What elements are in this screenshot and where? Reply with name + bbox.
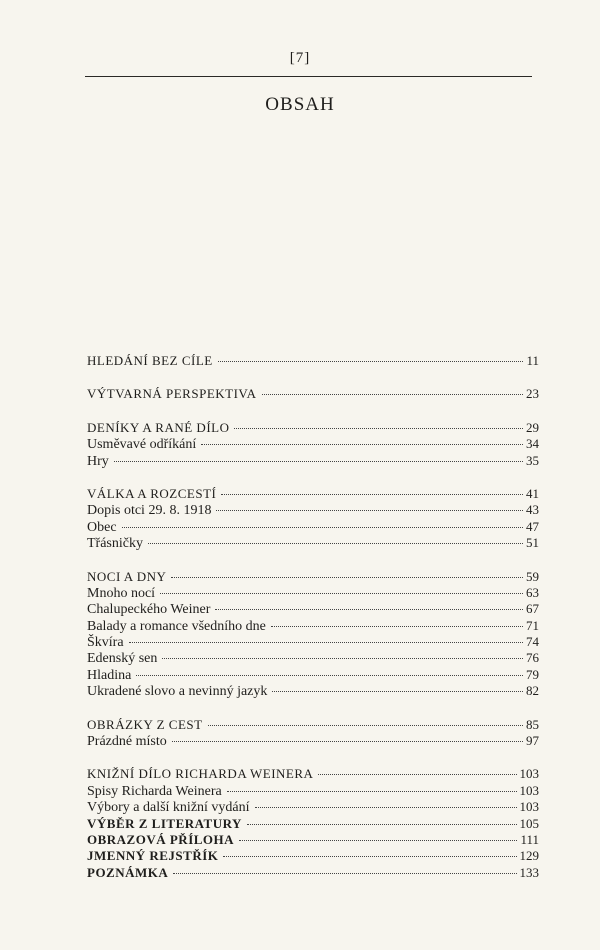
toc-page-number: 85	[526, 716, 539, 732]
toc-page-number: 133	[519, 864, 539, 880]
toc-page-number: 103	[519, 766, 539, 782]
dot-leader	[247, 824, 517, 825]
toc-subentry	[87, 502, 539, 518]
toc-page-number: 67	[526, 601, 539, 617]
toc-page-number: 111	[520, 831, 539, 847]
toc-chapter-entry	[87, 353, 539, 369]
toc-subentry	[87, 436, 539, 452]
toc-page-number: 63	[526, 584, 539, 600]
dot-leader	[162, 658, 523, 659]
toc-page-number: 35	[526, 452, 539, 468]
toc-chapter-entry	[87, 865, 539, 881]
toc-page-number: 47	[526, 518, 539, 534]
toc-entry-title: POZNÁMKA	[87, 864, 169, 880]
toc-entry-title: Edenský sen	[87, 651, 158, 667]
table-of-contents	[87, 353, 539, 881]
dot-leader	[136, 675, 523, 676]
dot-leader	[239, 840, 517, 841]
dot-leader	[201, 444, 523, 445]
dot-leader	[234, 428, 523, 429]
dot-leader	[173, 873, 516, 874]
dot-leader	[129, 642, 523, 643]
toc-page-number: 29	[526, 419, 539, 435]
toc-entry-title: Škvíra	[87, 635, 124, 651]
dot-leader	[215, 609, 523, 610]
toc-spacer	[87, 700, 539, 717]
dot-leader	[216, 510, 523, 511]
dot-leader	[272, 691, 523, 692]
dot-leader	[271, 626, 523, 627]
dot-leader	[221, 494, 523, 495]
dot-leader	[171, 577, 523, 578]
toc-entry-title: Chalupeckého Weiner	[87, 602, 211, 618]
toc-chapter-entry	[87, 420, 539, 436]
toc-entry-title: OBRAZOVÁ PŘÍLOHA	[87, 831, 235, 847]
toc-page-number: 103	[519, 799, 539, 815]
toc-subentry	[87, 650, 539, 666]
toc-page-number: 105	[519, 815, 539, 831]
toc-entry-title: Hladina	[87, 667, 132, 683]
toc-page-number: 129	[519, 848, 539, 864]
dot-leader	[218, 361, 524, 362]
toc-entry-title: VÁLKA A ROZCESTÍ	[87, 485, 217, 501]
toc-chapter-entry	[87, 832, 539, 848]
toc-chapter-entry	[87, 569, 539, 585]
dot-leader	[255, 807, 517, 808]
toc-spacer	[87, 749, 539, 766]
toc-entry-title: VÝBĚR Z LITERATURY	[87, 815, 242, 831]
toc-chapter-entry	[87, 848, 539, 864]
toc-subentry	[87, 667, 539, 683]
toc-entry-title: HLEDÁNÍ BEZ CÍLE	[87, 353, 213, 368]
toc-entry-title: Výbory a další knižní vydání	[87, 800, 250, 816]
dot-leader	[262, 394, 523, 395]
toc-entry-title: Balady a romance všedního dne	[87, 618, 266, 634]
toc-page-number: 43	[526, 502, 539, 518]
toc-chapter-entry	[87, 766, 539, 782]
toc-subentry	[87, 519, 539, 535]
toc-chapter-entry	[87, 717, 539, 733]
dot-leader	[114, 461, 523, 462]
dot-leader	[148, 543, 523, 544]
toc-page-number: 74	[526, 634, 539, 650]
toc-entry-title: Dopis otci 29. 8. 1918	[87, 503, 212, 519]
toc-entry-title: Prázdné místo	[87, 734, 167, 750]
toc-entry-title: JMENNÝ REJSTŘÍK	[87, 848, 219, 864]
toc-spacer	[87, 552, 539, 569]
toc-entry-title: OBRÁZKY Z CEST	[87, 716, 203, 732]
toc-entry-title: Usměvavé odříkání	[87, 437, 197, 453]
toc-spacer	[87, 369, 539, 386]
toc-entry-title: Mnoho nocí	[87, 585, 156, 601]
toc-entry-title: NOCI A DNY	[87, 568, 167, 584]
toc-entry-title: DENÍKY A RANÉ DÍLO	[87, 419, 230, 435]
toc-spacer	[87, 469, 539, 486]
toc-page-number: 76	[526, 650, 539, 666]
toc-page-number: 51	[526, 535, 539, 551]
page-title: OBSAH	[265, 94, 335, 115]
page-number: [7]	[289, 50, 311, 66]
toc-entry-title: KNIŽNÍ DÍLO RICHARDA WEINERA	[87, 766, 314, 782]
toc-page-number: 82	[526, 683, 539, 699]
toc-subentry	[87, 535, 539, 551]
toc-chapter-entry	[87, 386, 539, 402]
toc-subentry	[87, 453, 539, 469]
toc-subentry	[87, 683, 539, 699]
toc-page-number: 59	[526, 568, 539, 584]
toc-subentry	[87, 783, 539, 799]
toc-page-number: 79	[526, 666, 539, 682]
toc-page-number: 97	[526, 733, 539, 749]
toc-subentry	[87, 634, 539, 650]
toc-spacer	[87, 403, 539, 420]
toc-page-number: 71	[526, 617, 539, 633]
toc-subentry	[87, 585, 539, 601]
toc-page-number: 103	[519, 782, 539, 798]
dot-leader	[122, 527, 523, 528]
toc-entry-title: Třásničky	[87, 536, 143, 552]
toc-page-number: 11	[526, 353, 539, 368]
toc-subentry	[87, 799, 539, 815]
header-rule	[85, 76, 532, 77]
dot-leader	[318, 774, 516, 775]
toc-page-number: 41	[526, 485, 539, 501]
toc-subentry	[87, 618, 539, 634]
toc-entry-title: Hry	[87, 453, 109, 469]
toc-page-number: 23	[526, 386, 539, 402]
dot-leader	[223, 856, 516, 857]
toc-subentry	[87, 733, 539, 749]
dot-leader	[172, 741, 523, 742]
toc-entry-title: Obec	[87, 519, 117, 535]
toc-entry-title: VÝTVARNÁ PERSPEKTIVA	[87, 386, 257, 402]
dot-leader	[160, 593, 523, 594]
toc-subentry	[87, 601, 539, 617]
toc-entry-title: Spisy Richarda Weinera	[87, 783, 222, 799]
dot-leader	[227, 791, 517, 792]
toc-chapter-entry	[87, 816, 539, 832]
dot-leader	[208, 725, 523, 726]
toc-entry-title: Ukradené slovo a nevinný jazyk	[87, 684, 268, 700]
toc-page-number: 34	[526, 436, 539, 452]
toc-chapter-entry	[87, 486, 539, 502]
